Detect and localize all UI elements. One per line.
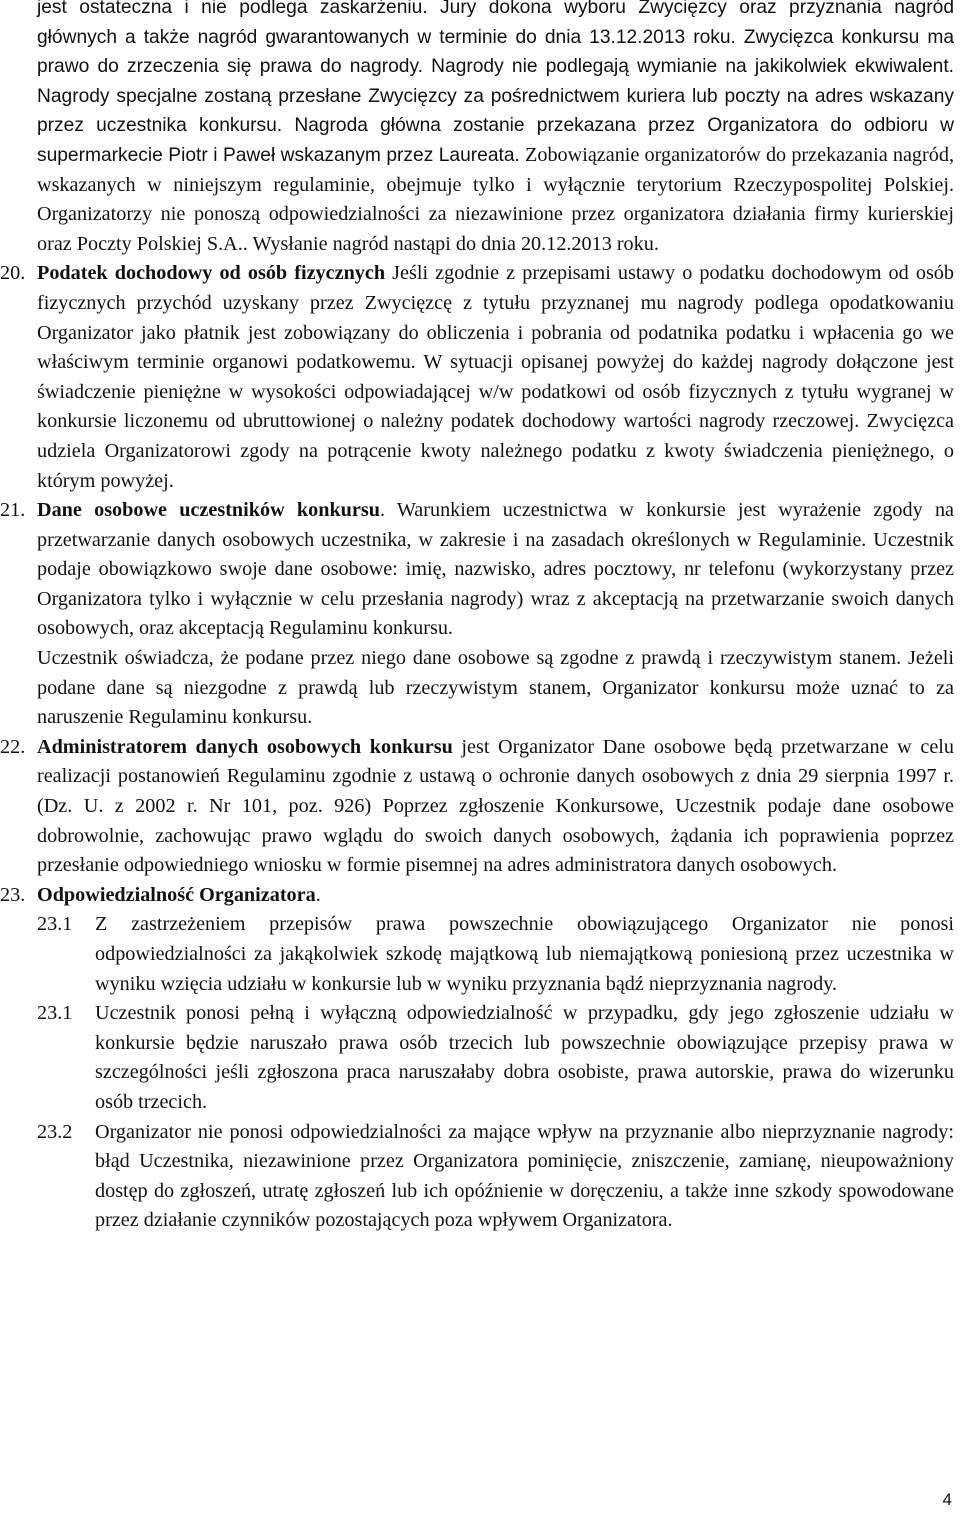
section-23 [0,881,954,1236]
section-number: 20. [0,262,26,285]
intro-text-sans: jest ostateczna i nie podlega zaskarżeniu. Jury dokona wyboru Zwycięzcy oraz przyznania nagród głównych a także nagród gwarantowanych w terminie do dnia 13.12.2013 roku. Zwycięzca konkursu ma prawo do zrzeczenia się prawa do nagrody. Nagrody nie podlegają wymianie na jakikolwiek ekwiwalent. Nagrody specjalne zostaną przesłane Zwycięzcy za pośrednictwem kuriera lub poczty na adres wskazany przez uczestnika konkursu. Nagroda główna zostanie przekazana przez Organizatora do odbioru w supermarkecie Piotr i Paweł wskazanym przez Laureata. [37,0,954,166]
subsection-23-1-b [37,999,954,1117]
section-21 [0,496,954,733]
section-paragraph-continued: Uczestnik oświadcza, że podane przez niego dane osobowe są zgodne z prawdą i rzeczywistym stanem. Jeżeli podane dane są niezgodne z prawdą lub rzeczywistym stanem, Organizator konkursu może uznać to za naruszenie Regulaminu konkursu. [37,647,954,729]
intro-paragraph [37,0,954,259]
subsection-text: Organizator nie ponosi odpowiedzialności za mające wpływ na przyznanie albo nieprzyznanie nagrody: błąd Uczestnika, niezawinione przez Organizatora pominięcie, zniszczenie, zamianę, nieupoważniony dostęp do zgłoszeń, utratę zgłoszeń lub ich opóźnienie w doręczeniu, a także inne szkody spowodowane przez działanie czynników pozostających poza wpływem Organizatora. [95,1120,954,1232]
intro-text-serif: Zobowiązanie organizatorów do przekazania nagród, wskazanych w niniejszym regulaminie, obejmuje tylko i wyłącznie terytorium Rzeczypospolitej Polskiej. Organizatorzy nie ponoszą odpowiedzialności za niezawinione przez organizatora działania firmy kurierskiej oraz Poczty Polskiej S.A.. Wysłanie nagród nastąpi do dnia 20.12.2013 roku. [37,143,954,255]
section-paragraph [37,259,954,496]
section-paragraph [37,881,954,911]
subsection-number: 23.1 [37,913,73,936]
section-number: 22. [0,735,26,758]
section-number: 23. [0,883,26,906]
section-paragraph [37,733,954,881]
section-text: jest Organizator Dane osobowe będą przetwarzane w celu realizacji postanowień Regulaminu zgodnie z ustawą o ochronie danych osobowych z dnia 29 sierpnia 1997 r. (Dz. U. z 2002 r. Nr 101, poz. 926) Poprzez zgłoszenie Konkursowe, Uczestnik podaje dane osobowe dobrowolnie, zachowując prawo wglądu do swoich danych osobowych, żądania ich poprawienia poprzez przesłanie odpowiedniego wniosku w formie pisemnej na adres administratora danych osobowych. [37,735,954,877]
subsection-number: 23.2 [37,1120,73,1143]
section-text: . [315,883,321,906]
section-number: 21. [0,499,26,522]
subsection-text: Uczestnik ponosi pełną i wyłączną odpowiedzialność w przypadku, gdy jego zgłoszenie udziału w konkursie będzie naruszało prawa osób trzecich lub powszechnie obowiązujące przepisy prawa w szczególności jeśli zgłoszona praca naruszałaby dobra osobiste, prawa autorskie, prawa do wizerunku osób trzecich. [95,1002,954,1113]
page-number: 4 [942,1490,952,1509]
section-text: Jeśli zgodnie z przepisami ustawy o podatku dochodowym od osób fizycznych przychód uzyskany przez Zwycięzcę z tytułu przyznanej mu nagrody podlega opodatkowaniu Organizator jako płatnik jest zobowiązany do obliczenia i pobrania od podatnika podatku i wpłacenia go we właściwym terminie organowi podatkowemu. W sytuacji opisanej powyżej do każdej nagrody dołączone jest świadczenie pieniężne w wysokości odpowiadającej w/w podatkowi od osób fizycznych z tytułu wygranej w konkursie liczonemu od ubruttowionej o należny podatek dochodowy wartości nagrody rzeczowej. Zwycięzca udziela Organizatorowi zgody na potrącenie kwoty należnego podatku z kwoty świadczenia pieniężnego, o którym powyżej. [37,262,954,492]
section-paragraph [37,496,954,644]
section-heading: Administratorem danych osobowych konkursu [37,735,453,758]
subsection-23-1-a [37,910,954,999]
section-heading: Odpowiedzialność Organizatora [37,883,316,906]
section-22 [0,733,954,881]
subsection-number: 23.1 [37,1002,73,1025]
section-text: . Warunkiem uczestnictwa w konkursie jest wyrażenie zgody na przetwarzanie danych osobowych uczestnika, w zakresie i na zasadach określonych w Regulaminie. Uczestnik podaje obowiązkowo swoje dane osobowe: imię, nazwisko, adres pocztowy, nr telefonu (wykorzystany przez Organizatora tylko i wyłącznie w celu przesłania nagrody) wraz z akceptacją na przetwarzanie swoich danych osobowych, oraz akceptacją Regulaminu konkursu. [37,499,954,640]
subsection-text: Z zastrzeżeniem przepisów prawa powszechnie obowiązującego Organizator nie ponosi odpowiedzialności za jakąkolwiek szkodę majątkową lub niemajątkową poniesioną przez uczestnika w wyniku wzięcia udziału w konkursie lub w wyniku przyznania bądź nieprzyznania nagrody. [95,913,954,995]
section-20 [0,259,954,496]
section-heading: Dane osobowe uczestników konkursu [37,499,380,522]
section-heading: Podatek dochodowy od osób fizycznych [37,262,386,285]
subsection-23-2 [37,1118,954,1236]
